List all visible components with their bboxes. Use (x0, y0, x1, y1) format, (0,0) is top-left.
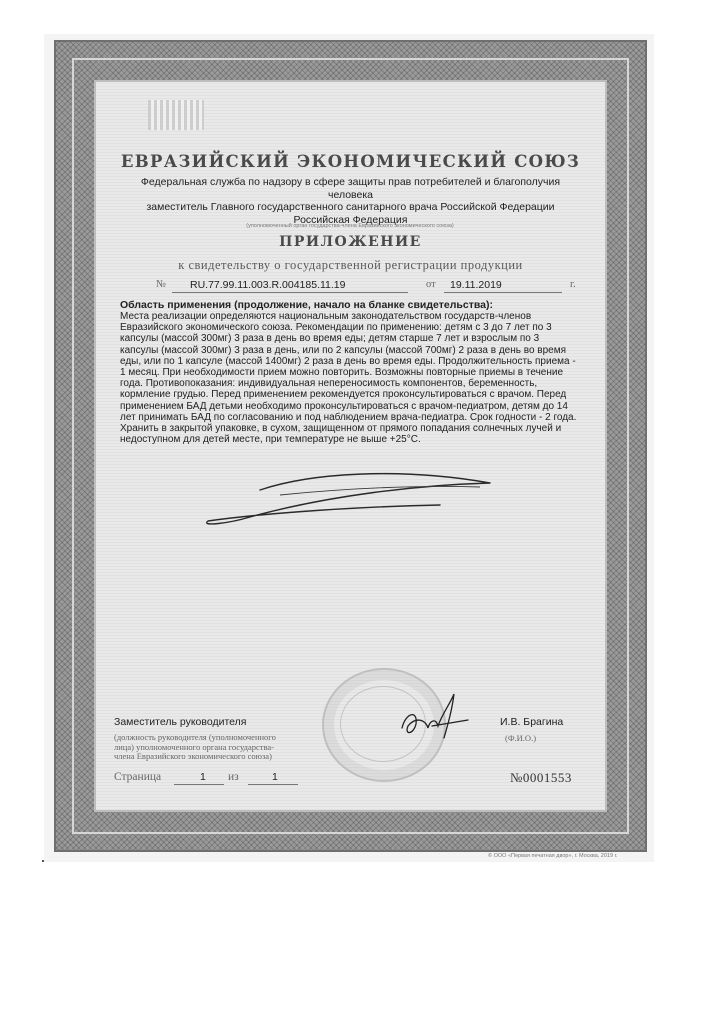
agency-caption: (уполномоченный орган государства-члена Евразийского экономического союза) (246, 223, 454, 229)
registration-date: 19.11.2019 (450, 279, 502, 291)
text-line: Евразийского экономического союза. Рекомендации по применению: детям с 3 до 7 лет по 3 (120, 322, 552, 334)
page-counter (114, 771, 314, 787)
union-title: ЕВРАЗИЙСКИЙ ЭКОНОМИЧЕСКИЙ СОЮЗ (120, 152, 581, 171)
registration-number: RU.77.99.11.003.R.004185.11.19 (190, 279, 346, 291)
caption-line: члена Евразийского экономического союза) (114, 751, 272, 761)
position-caption (114, 733, 344, 762)
text-line: года. Противопоказания: индивидуальная непереносимость компонентов, беременность, (120, 378, 538, 390)
date-underline (444, 292, 562, 293)
agency-line: заместитель Главного государственного санитарного врача Российской Федерации (146, 201, 555, 213)
page-number: 1 (200, 771, 206, 783)
agency-block (118, 176, 583, 226)
text-line: Места реализации определяются национальным законодательством государств-членов (120, 311, 532, 322)
barcode-pattern (148, 100, 204, 130)
signer-name: И.В. Брагина (500, 716, 564, 728)
application-heading: Область применения (продолжение, начало на бланке свидетельства): (120, 299, 493, 311)
serial-number: №0001553 (510, 770, 572, 785)
handwritten-signature (392, 690, 472, 750)
number-label: № (156, 279, 167, 290)
name-caption: (Ф.И.О.) (505, 733, 537, 743)
application-text (120, 311, 595, 445)
of-label: из (228, 771, 239, 783)
text-line: применением БАД детьми необходимо проконсультироваться с врачом-педиатром, детям до 14 (120, 400, 568, 412)
signer-position: Заместитель руководителя (114, 716, 247, 728)
text-line: еды, или по 1 капсуле (массой 1400мг) 2 раза в день во время еды. Продолжительность приема - (120, 355, 576, 367)
z-line-signature (190, 455, 520, 545)
agency-line: Федеральная служба по надзору в сфере защиты прав потребителей и благополучия человека (140, 176, 561, 201)
document-title: ПРИЛОЖЕНИЕ (279, 234, 422, 250)
text-line: капсулы (массой 300мг) 3 раза в день во время еды; детям старше 7 лет и взрослым по 3 (120, 333, 540, 345)
caption-line: (должность руководителя (уполномоченного (114, 732, 276, 742)
page-total-underline (248, 784, 298, 785)
page-total: 1 (272, 771, 278, 783)
text-line: Хранить в закрытой упаковке, в сухом, защищенном от прямого попадания солнечных лучей и (120, 423, 562, 435)
text-line: кормление грудью. Перед применением рекомендуется проконсультироваться с врачом. Перед (120, 389, 567, 401)
agency-line: Российская Федерация (293, 213, 408, 226)
text-line: лет принимать БАД по согласованию и под наблюдением врача-педиатра. Срок годности - 2 года. (120, 411, 577, 423)
scan-speck (42, 860, 44, 862)
text-line: 1 месяц. При необходимости прием можно повторить. Возможны повторные приемы в течение (120, 367, 564, 379)
text-line: капсулы (массой 300мг) 3 раза в день, или по 2 капсулы (массой 700мг) 2 раза в день во время (120, 344, 567, 356)
printer-note: © ООО «Первая печатная двор», г. Москва, 2019 г. (488, 853, 618, 859)
caption-line: лица) уполномоченного органа государства- (114, 741, 274, 752)
year-suffix: г. (570, 279, 576, 290)
number-underline (172, 292, 408, 293)
page-label: Страница (114, 771, 162, 783)
registration-row (120, 279, 580, 295)
page-number-underline (174, 784, 224, 785)
document-subtitle: к свидетельству о государственной регистрации продукции (178, 258, 523, 272)
date-label: от (426, 279, 436, 290)
text-line: недоступном для детей месте, при температуре не выше +25°С. (120, 434, 421, 446)
